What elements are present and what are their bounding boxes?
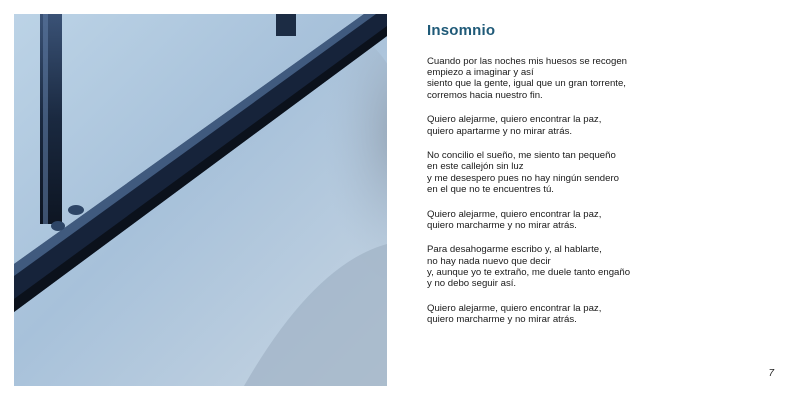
page-number: 7 xyxy=(768,368,774,379)
poem-line: empiezo a imaginar y así xyxy=(427,67,534,79)
stanza xyxy=(427,150,767,195)
poem-line: corremos hacia nuestro fin. xyxy=(427,89,543,101)
cover-photo xyxy=(14,14,387,386)
poem-line: Para desahogarme escribo y, al hablarte, xyxy=(427,244,602,256)
poem-body xyxy=(427,56,767,325)
poem-line: Cuando por las noches mis huesos se recogen xyxy=(427,56,627,67)
poem-line: No concilio el sueño, me siento tan pequeño xyxy=(427,150,616,162)
window-railing-photo xyxy=(14,14,387,386)
stanza xyxy=(427,244,767,289)
stanza xyxy=(427,114,767,136)
poem-line: siento que la gente, igual que un gran torrente, xyxy=(427,78,626,90)
poem xyxy=(427,22,767,339)
poem-line: Quiero alejarme, quiero encontrar la paz, xyxy=(427,302,602,314)
poem-line: quiero marcharme y no mirar atrás. xyxy=(427,313,577,325)
poem-line: y, aunque yo te extraño, me duele tanto engaño xyxy=(427,266,631,278)
poem-line: Quiero alejarme, quiero encontrar la paz, xyxy=(427,114,602,126)
stanza xyxy=(427,303,767,325)
poem-line: y no debo seguir así. xyxy=(427,278,517,290)
stanza xyxy=(427,209,767,231)
poem-line: y me desespero pues no hay ningún sendero xyxy=(427,172,620,184)
poem-title: Insomnio xyxy=(427,22,496,39)
poem-line: en este callejón sin luz xyxy=(427,161,524,173)
poem-line: quiero marcharme y no mirar atrás. xyxy=(427,219,577,231)
poem-line: no hay nada nuevo que decir xyxy=(427,255,551,267)
poem-line: Quiero alejarme, quiero encontrar la paz, xyxy=(427,208,602,220)
poem-line: quiero apartarme y no mirar atrás. xyxy=(427,125,573,137)
poem-line: en el que no te encuentres tú. xyxy=(427,183,554,195)
stanza xyxy=(427,56,767,101)
